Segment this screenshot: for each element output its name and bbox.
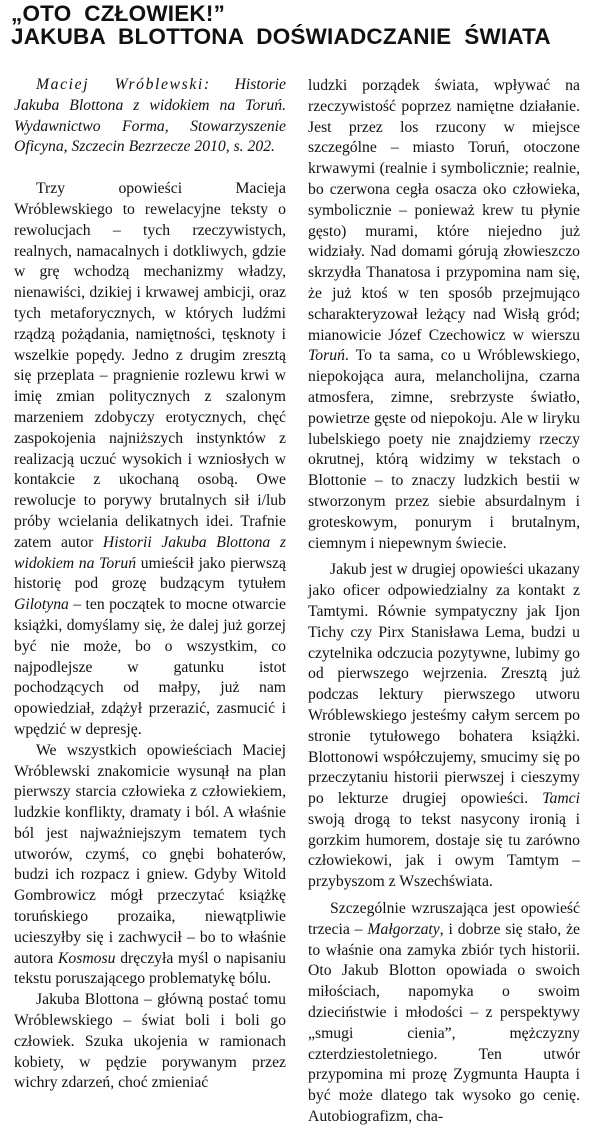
book-title-kosmos: Kosmosu xyxy=(57,949,116,967)
left-paragraph-2 xyxy=(14,741,286,991)
left-paragraph-3: Jakuba Blottona – główną postać tomu Wróblewskiego – świat boli i boli go człowiek. Szuka ukojenia w ramionach kobiety, w pędzie porywanym przez wichry zdarzeń, choć zmieniać xyxy=(14,991,286,1092)
right-p1-text-a: ludzki porządek świata, wpływać na rzeczywistość poprzez namiętne działanie. Jest przez los rzucony w miejsce szczególne – miasto Toruń, otoczone krwawymi (realnie i symbolicznie; realnie, bo czerwona cegła osacza oko człowieka, symbolicznie – ponieważ krew tu płynie gęsto) murami, które niejedno już widziały. Nad domami górują złowieszczo skrzydła Thanatosa i przypomina nam się, że już ktoś w ten sposób przejmująco scharakteryzował leżący nad Wisłą gród; mianowicie Józef Czechowicz w wierszu xyxy=(308,77,580,344)
biblio-details: Historie Jakuba Blottona z widokiem na Toruń. Wydawnictwo Forma, Stowarzyszenie Oficyna, Szczecin Bezrzecze 2010, s. 202. xyxy=(14,76,286,156)
left-column xyxy=(14,75,286,1094)
book-title-italic: Historii Jakuba Blottona z widokiem na Toruń xyxy=(14,533,286,572)
right-p2-text-c: swoją drogą to tekst nasycony ironią i gorzkim humorem, dostaje się tu zarówno człowiekowi, jak i owym Tamtym – przybyszom z Wszechświata. xyxy=(308,810,580,891)
right-paragraph-3 xyxy=(308,899,580,1128)
story-title-gilotyna: Gilotyna xyxy=(14,596,69,614)
story-title-malgorzaty: Małgorzaty xyxy=(367,920,440,938)
right-paragraph-2 xyxy=(308,560,580,893)
left-paragraph-1 xyxy=(14,179,286,741)
story-title-tamci: Tamci xyxy=(542,790,580,808)
left-p2-text-a: We wszystkich opowieściach Maciej Wróblewski znakomicie wysunął na plan pierwszy starcia człowieka z człowiekiem, ludzkie konflikty, dramaty i ból. A właśnie ból jest najważniejszym tematem tych utworów, czymś, co gnębi bohaterów, budzi ich rozpacz i gniew. Gdyby Witold Gombrowicz mógł przeczytać książkę toruńskiego prozaika, niewątpliwie ucieszyłby się i zachwycił – bo to właśnie autora xyxy=(14,741,286,967)
title-line-1: „OTO CZŁOWIEK!” xyxy=(11,1,226,26)
right-column xyxy=(308,76,580,1128)
poem-title-torun: Toruń xyxy=(308,347,345,365)
left-p1-text-a: Trzy opowieści Macieja Wróblewskiego to rewelacyjne teksty o rewolucjach – tych rzeczywistych, realnych, namacalnych i dotkliwych, gdzie w grę wchodzą mechanizmy władzy, nienawiści, dzikiej i krwawej ambicji, oraz tych metaforycznych, w których ludźmi rządzą pożądania, namiętności, tęsknoty i wszelkie popędy. Jedno z drugim zresztą się przeplata – pragnienie rozlewu krwi w imię zmian politycznych z szalonym marzeniem zdobyczy erotycznych, chęć zaspokojenia najniższych instynktów z realizacją uczuć wysokich i wzniosłych w kontakcie z ukochaną osobą. Owe rewolucje to porywy brutalnych sił i/lub próby wcielania delikatnych idei. Trafnie zatem autor xyxy=(14,180,286,551)
right-p1-text-c: . To ta sama, co u Wróblewskiego, niepokojąca aura, melancholijna, czarna atmosfera, zimne, srebrzyste światło, powietrze gęste od niepokoju. Ale w liryku lubelskiego poety nie znajdziemy rzeczy okrutnej, którą widzimy w tekstach o Blottonie – to znaczy ludzkich bestii w stworzonym przez siebie absurdalnym i groteskowym, ponurym i brutalnym, ciemnym i niepewnym świecie. xyxy=(308,347,580,552)
right-p3-text-c: , i dobrze się stało, że to właśnie ona zamyka zbiór tych historii. Oto Jakub Blotton opowiada o swoich miłościach, napomyka o swoim dzieciństwie i młodości – z perspektywy „smugi cienia”, mężczyzny czterdziestoletniego. Ten utwór przypomina mi prozę Zygmunta Haupta i być może dlatego tak wysoko go cenię. Autobiografizm, cha- xyxy=(308,920,580,1126)
right-p2-text-a: Jakub jest w drugiej opowieści ukazany jako oficer odpowiedzialny za kontakt z Tamtymi. Równie sympatyczny jak Ijon Tichy czy Pirx Stanisława Lema, budzi u czytelnika odczucia pozytywne, lubimy go od pierwszego wejrzenia. Zresztą już podczas lektury pierwszego utworu Wróblewskiego jesteśmy całym sercem po stronie tytułowego bohatera książki. Blottonowi współczujemy, smucimy się po przeczytaniu historii pierwszej i cieszymy po lekturze drugiej opowieści. xyxy=(308,561,580,808)
right-paragraph-1 xyxy=(308,76,580,554)
left-p1-text-e: – ten początek to mocne otwarcie książki, domyślamy się, że dalej już gorzej być nie może, bo o wszystkim, co najpodlejsze w gatunku istot pochodzących od małpy, już nam opowiedział, zdążył przerazić, zasmucić i wpędzić w depresję. xyxy=(14,596,286,738)
left-p1-text-c: umieścił jako pierwszą historię pod grozę budzącym tytułem xyxy=(14,554,286,593)
title-line-2: JAKUBA BLOTTONA DOŚWIADCZANIE ŚWIATA xyxy=(11,24,551,49)
right-p3-text-a: Szczególnie wzruszająca jest opowieść trzecia – xyxy=(308,900,580,938)
biblio-author: Maciej Wróblewski: xyxy=(36,76,211,93)
bibliographic-note xyxy=(14,75,286,158)
article-title xyxy=(11,2,581,48)
left-p2-text-c: dręczyła myśl o napisaniu tekstu poruszającego problematykę bólu. xyxy=(14,949,286,988)
